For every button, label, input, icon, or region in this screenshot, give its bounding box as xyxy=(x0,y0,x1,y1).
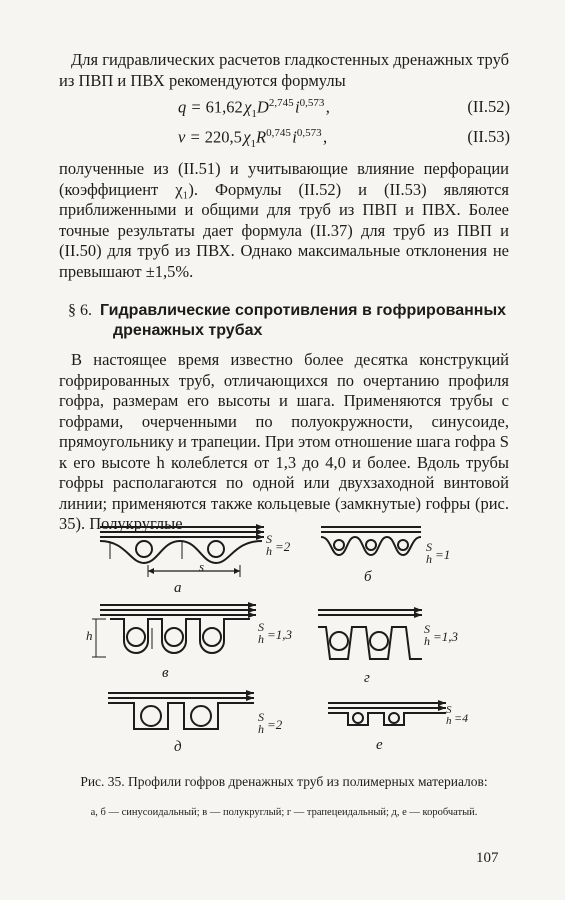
section-title-line1: Гидравлические сопротивления в гофрированных xyxy=(100,302,507,319)
formula-discussion-paragraph xyxy=(59,159,509,282)
formula-II-52 xyxy=(60,97,510,119)
panel-e-profile xyxy=(328,703,446,725)
panel-b-label: б xyxy=(364,569,372,585)
panel-g-ratio-value: =1,3 xyxy=(433,629,459,644)
formula-expression: q = 61,62 $\chi_1D^{2,745}$ $i^{0,573}$ , xyxy=(178,97,330,120)
corrugation-paragraph xyxy=(59,350,509,535)
formula-number: (II.53) xyxy=(467,127,510,146)
corrugation-text: В настоящее время известно более десятка конструкций гофрированных труб, отличающихся по очертанию профиля гофра, размерам его высоты и шага. Применяются трубы с гофрами, очерченными по полуокружности, синусоиде, прямоугольнику и трапеции. При этом отношение шага гофра S к его высоте h колеблется от 1,3 до 4,0 и более. Вдоль трубы гофры располагаются по одной или двухзаходной винтовой линии; применяются также кольцевые (замкнутые) гофры (рис. 35). Полукруглые xyxy=(59,350,509,533)
panel-a-ratio-value: =2 xyxy=(275,539,291,554)
panel-a-dimension: s xyxy=(199,559,205,574)
formula-expression: v = 220,5 $\chi_1R^{0,745}$ $i^{0,573}$ , xyxy=(178,127,328,150)
intro-paragraph xyxy=(59,50,509,91)
panel-d-label: д xyxy=(174,739,182,755)
formula-II-53 xyxy=(60,127,510,149)
section-number: § 6. xyxy=(68,302,92,319)
panel-g-profile xyxy=(318,610,422,659)
panel-e-ratio-value: =4 xyxy=(454,711,469,725)
page-number: 107 xyxy=(476,850,499,866)
panel-g-ratio: S h xyxy=(424,622,430,648)
panel-b-profile xyxy=(321,527,421,555)
panel-e-label: е xyxy=(376,737,383,753)
panel-d-ratio-value: =2 xyxy=(267,717,283,732)
section-title-line2: дренажных трубах xyxy=(113,322,263,339)
discussion-text: полученные из (II.51) и учитывающие влияние перфорации (коэффициент χ₁). Формулы (II.52) и (II.53) являются приближенными и общими для труб из ПВП и ПВХ. Более точные результаты дает формула (II.37) для труб из ПВП и (II.50) для труб из ПВХ. Однако максимальные отклонения не превышают ±1,5%. xyxy=(59,159,509,281)
figure-35 xyxy=(86,515,469,773)
panel-v-ratio: S h xyxy=(258,620,264,646)
figure-caption: Рис. 35. Профили гофров дренажных труб из полимерных материалов: xyxy=(80,774,488,789)
panel-v-label: в xyxy=(162,665,169,681)
panel-d-profile xyxy=(108,693,254,729)
panel-a-label: а xyxy=(174,580,182,596)
figure-legend: а, б — синусоидальный; в — полукруглый; г — трапецеидальный; д, е — коробчатый. xyxy=(90,807,478,818)
panel-b-ratio-value: =1 xyxy=(435,547,451,562)
panel-v-dimension: h xyxy=(86,628,93,643)
panel-a-profile xyxy=(100,527,264,577)
intro-text: Для гидравлических расчетов гладкостенных дренажных труб из ПВП и ПВХ рекомендуются формулы xyxy=(59,50,509,90)
panel-v-ratio-value: =1,3 xyxy=(267,627,293,642)
panel-e-ratio: S h xyxy=(446,704,452,727)
panel-v-profile xyxy=(92,605,256,657)
formula-number: (II.52) xyxy=(467,97,510,116)
panel-d-ratio: S h xyxy=(258,710,264,736)
panel-b-ratio: S h xyxy=(426,540,432,566)
panel-g-label: г xyxy=(364,670,370,686)
panel-a-ratio: S h xyxy=(266,532,272,558)
section-heading xyxy=(68,301,508,341)
